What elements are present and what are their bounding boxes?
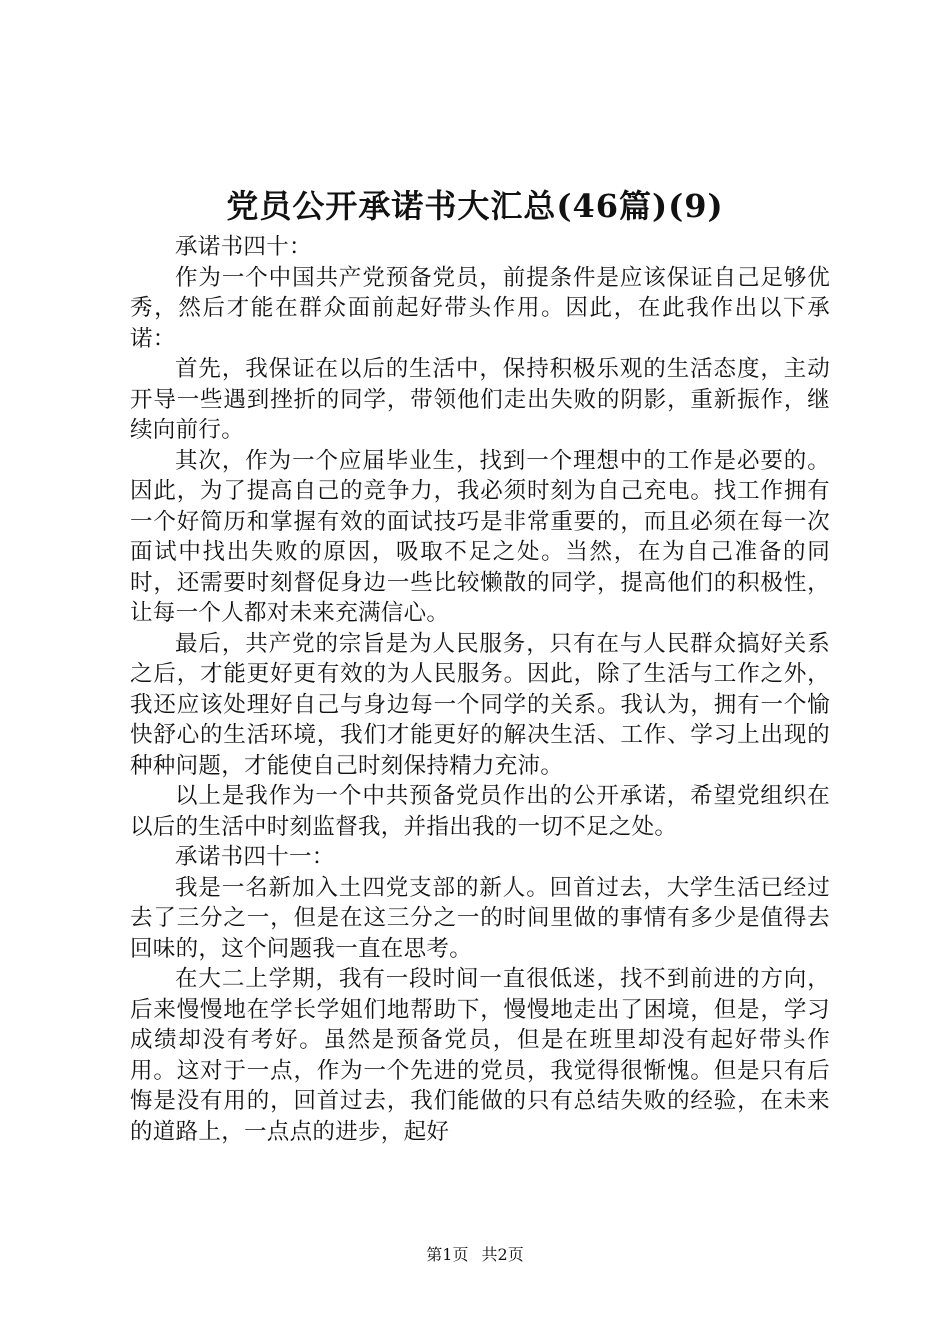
page-number: 第1页 — [426, 1245, 469, 1264]
document-title: 党员公开承诺书大汇总(46篇)(9) — [226, 187, 724, 225]
paragraph: 最后，共产党的宗旨是为人民服务，只有在与人民群众搞好关系之后，才能更好更有效的为人民服务。因此，除了生活与工作之外，我还应该处理好自己与身边每一个同学的关系。我认为，拥有一个愉快舒心的生活环境，我们才能更好的解决生活、工作、学习上出现的种种问题，才能使自己时刻保持精力充沛。 — [130, 630, 830, 779]
section-heading: 承诺书四十一： — [175, 844, 335, 870]
paragraph: 在大二上学期，我有一段时间一直很低迷，找不到前进的方向，后来慢慢地在学长学姐们地帮助下，慢慢地走出了困境，但是，学习成绩却没有考好。虽然是预备党员，但是在班里却没有起好带头作用。这对于一点，作为一个先进的党员，我觉得很惭愧。但是只有后悔是没有用的，回首过去，我们能做的只有总结失败的经验，在未来的道路上，一点点的进步，起好 — [130, 966, 830, 1145]
page-total: 共2页 — [481, 1245, 524, 1264]
section-heading: 承诺书四十： — [175, 234, 312, 260]
paragraph: 首先，我保证在以后的生活中，保持积极乐观的生活态度，主动开导一些遇到挫折的同学，带领他们走出失败的阴影，重新振作，继续向前行。 — [130, 356, 830, 443]
paragraph: 作为一个中国共产党预备党员，前提条件是应该保证自己足够优秀，然后才能在群众面前起好带头作用。因此，在此我作出以下承诺： — [130, 264, 830, 352]
page-footer — [0, 1245, 950, 1265]
paragraph: 其次，作为一个应届毕业生，找到一个理想中的工作是必要的。因此，为了提高自己的竞争力，我必须时刻为自己充电。找工作拥有一个好简历和掌握有效的面试技巧是非常重要的，而且必须在每一次面试中找出失败的原因，吸取不足之处。当然，在为自己准备的同时，还需要时刻督促身边一些比较懒散的同学，提高他们的积极性，让每一个人都对未来充满信心。 — [130, 447, 830, 626]
paragraph: 以上是我作为一个中共预备党员作出的公开承诺，希望党组织在以后的生活中时刻监督我，并指出我的一切不足之处。 — [130, 783, 830, 840]
document-body — [130, 232, 830, 1147]
paragraph: 我是一名新加入土四党支部的新人。回首过去，大学生活已经过去了三分之一，但是在这三分之一的时间里做的事情有多少是值得去回味的，这个问题我一直在思考。 — [130, 874, 830, 962]
